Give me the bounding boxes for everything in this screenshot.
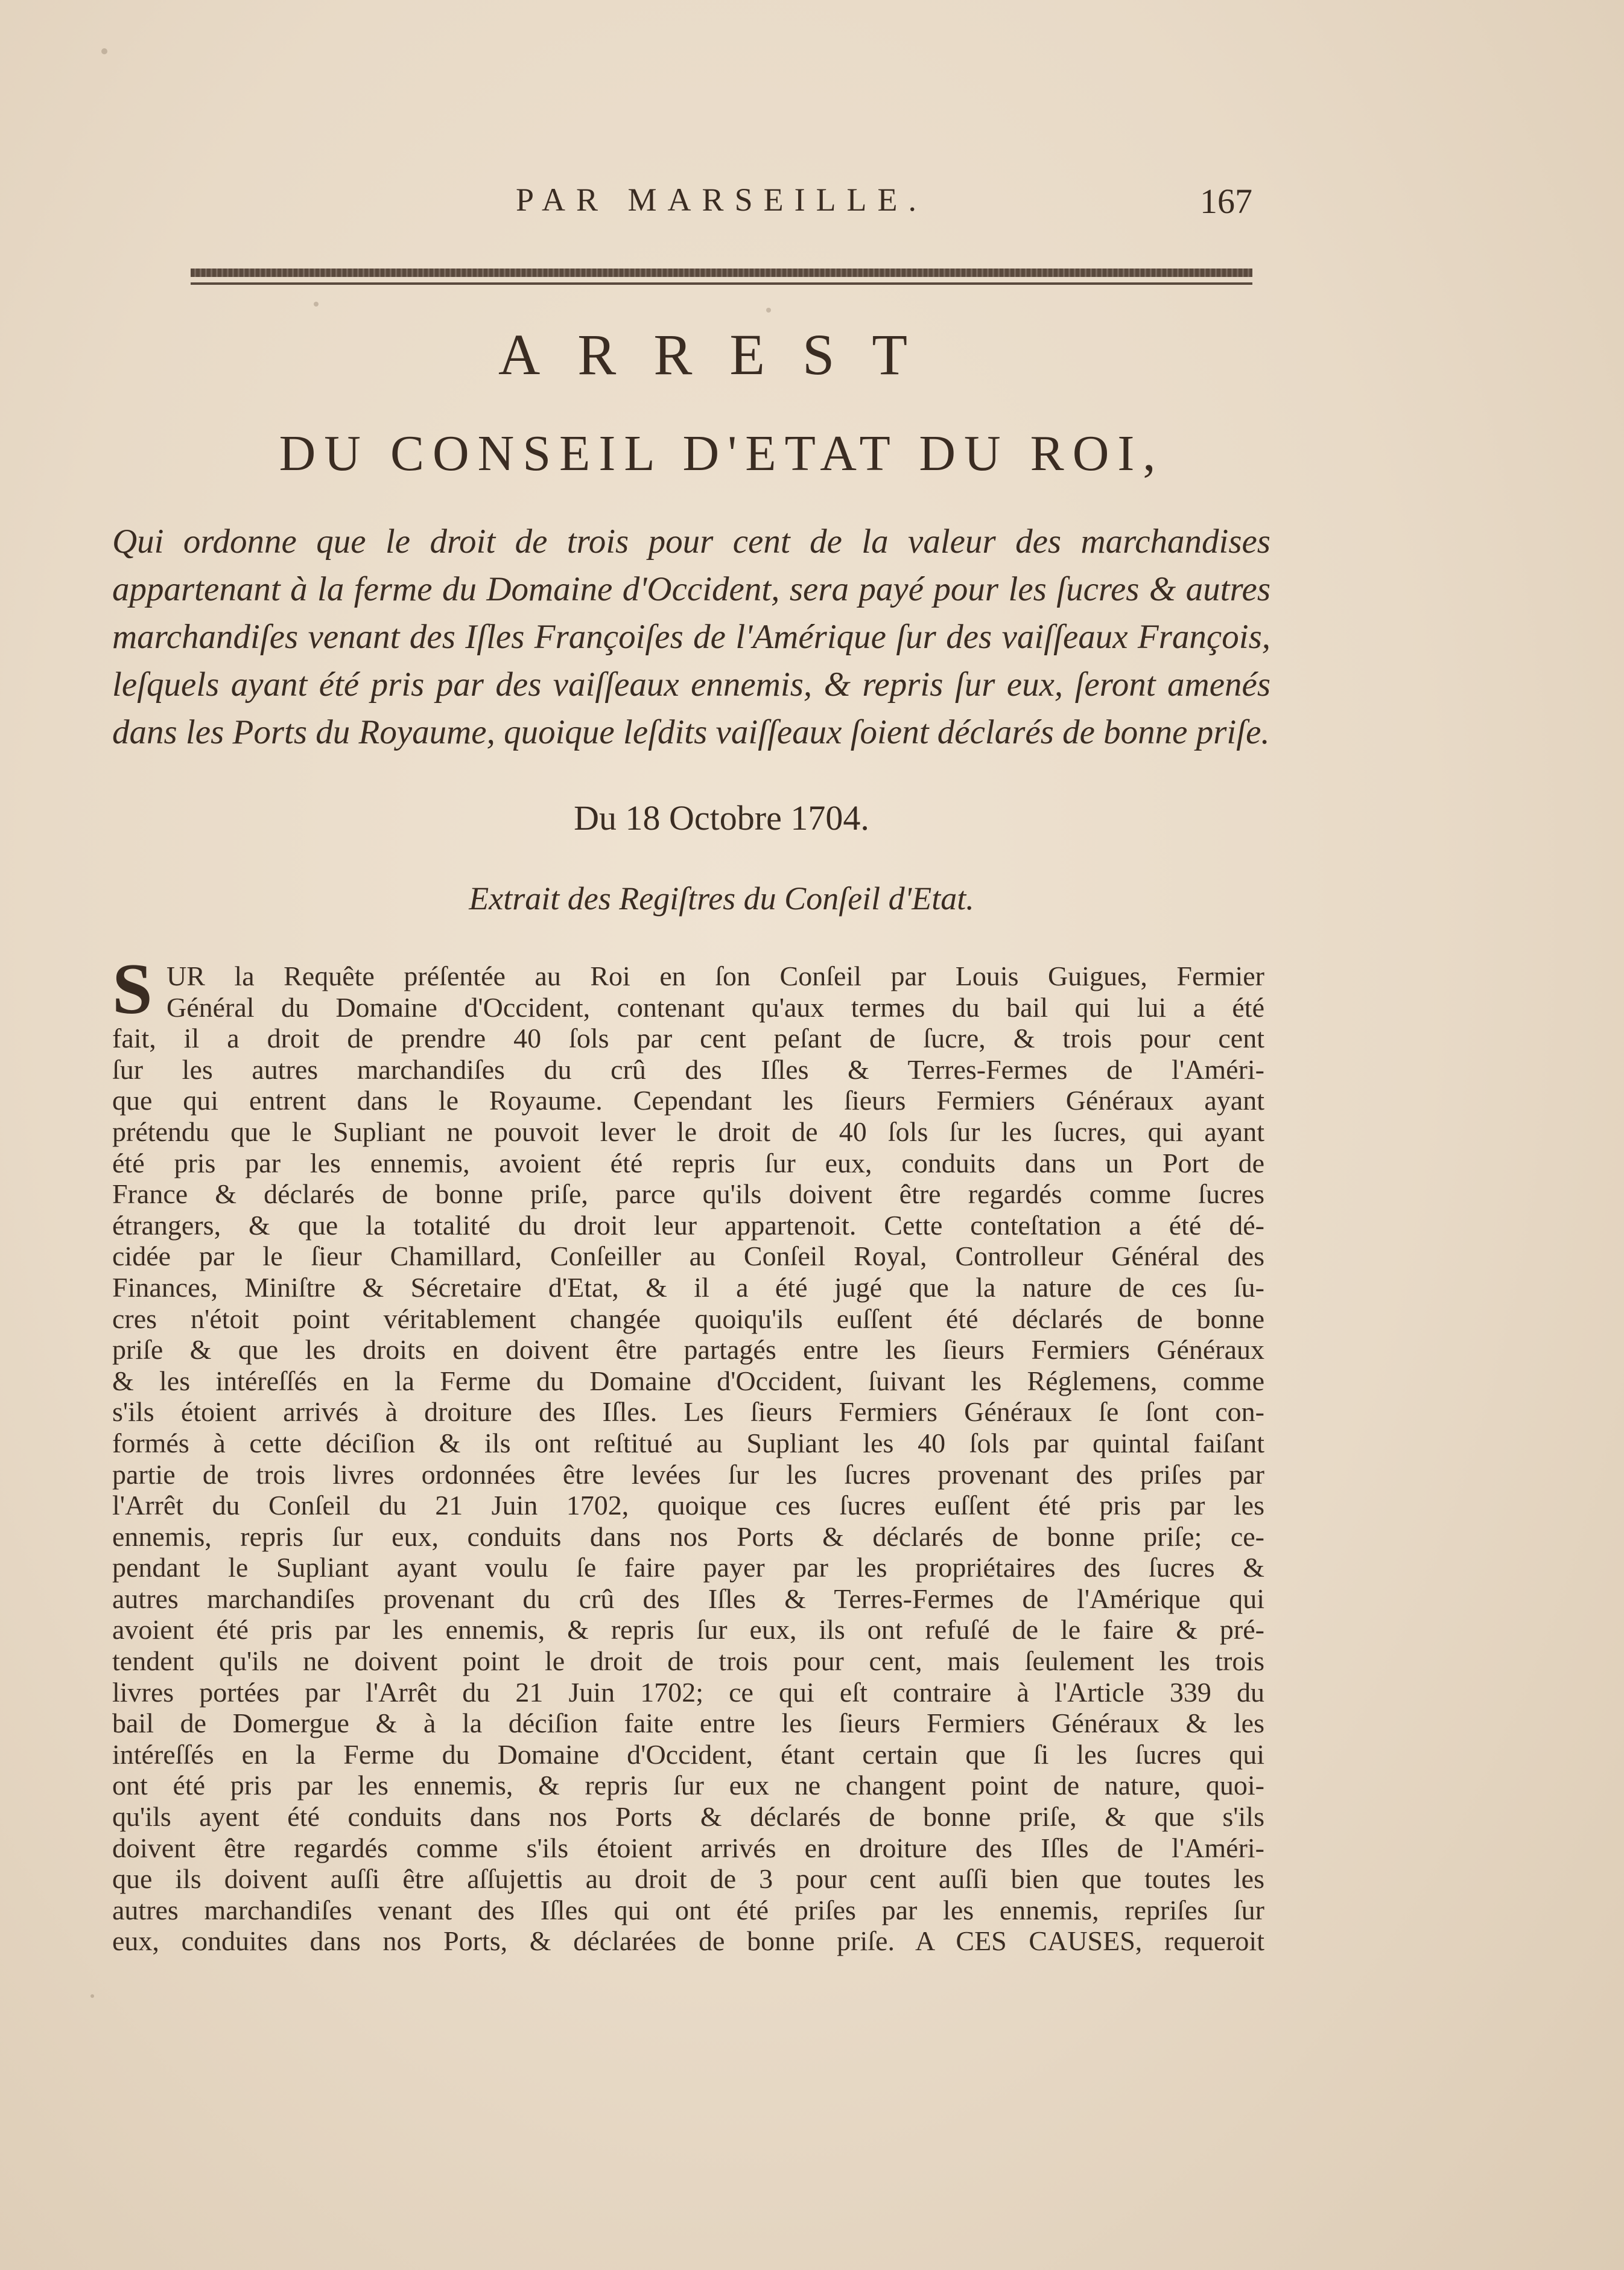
document-subtitle: DU CONSEIL D'ETAT DU ROI, [279,425,1164,482]
header-rule-thin [191,282,1252,285]
body-line: prétendu que le Supliant ne pouvoit lever le droit de 40 ſols ſur les ſucres, qui ayant [112,1116,1264,1147]
body-line: Finances, Miniſtre & Sécretaire d'Etat, & il a été jugé que la nature de ces ſu- [112,1271,1264,1303]
body-line: France & déclarés de bonne priſe, parce qu'ils doivent être regardés comme ſucres [112,1178,1264,1210]
body-line: ſur les autres marchandiſes du crû des Iſles & Terres-Fermes de l'Améri- [112,1054,1264,1085]
body-line: été pris par les ennemis, avoient été repris ſur eux, conduits dans un Port de [112,1147,1264,1178]
header-rule [191,269,1252,277]
body-line: formés à cette déciſion & ils ont reſtitué au Supliant les 40 ſols par quintal faiſant [112,1427,1264,1458]
body-line: ont été pris par les ennemis, & repris ſur eux ne changent point de nature, quoi- [112,1770,1264,1801]
extract-heading: Extrait des Regiſtres du Conſeil d'Etat. [469,880,974,917]
body-line: intéreſſés en la Ferme du Domaine d'Occident, étant certain que ſi les ſucres qui [112,1738,1264,1770]
drop-cap: S [112,949,153,1029]
body-line: cres n'étoit point véritablement changée quoiqu'ils euſſent été déclarés de bonne [112,1303,1264,1334]
decree-date: Du 18 Octobre 1704. [574,798,869,838]
body-line: pendant le Supliant ayant voulu ſe faire payer par les propriétaires des ſucres & [112,1552,1264,1583]
paper-spot [101,48,107,54]
body-line: tendent qu'ils ne doivent point le droit de trois pour cent, mais ſeulement les trois [112,1645,1264,1677]
body-line: doivent être regardés comme s'ils étoient arrivés en droiture des Iſles de l'Améri- [112,1832,1264,1863]
body-line: que ils doivent auſſi être aſſujettis au droit de 3 pour cent auſſi bien que toutes les [112,1863,1264,1895]
running-head: PAR MARSEILLE. [515,182,928,218]
body-line: l'Arrêt du Conſeil du 21 Juin 1702, quoique ces ſucres euſſent été pris par les [112,1490,1264,1521]
body-line: cidée par le ſieur Chamillard, Conſeiller au Conſeil Royal, Controlleur Général des [112,1241,1264,1272]
body-line: qu'ils ayent été conduits dans nos Ports & déclarés de bonne priſe, & que s'ils [112,1801,1264,1833]
page-number: 167 [1200,182,1252,221]
body-line: ennemis, repris ſur eux, conduits dans nos Ports & déclarés de bonne priſe; ce- [112,1521,1264,1552]
body-line: avoient été pris par les ennemis, & repris ſur eux, ils ont refuſé de le faire & pré- [112,1614,1264,1645]
document-title: ARREST [498,322,945,387]
body-line: priſe & que les droits en doivent être partagés entre les ſieurs Fermiers Généraux [112,1334,1264,1365]
body-line: fait, il a droit de prendre 40 ſols par cent peſant de ſucre, & trois pour cent [112,1023,1264,1054]
decree-summary: Qui ordonne que le droit de trois pour cent de la valeur des marchandises appartenant à la ferme du Domaine d'Occident, sera payé pour les ſucres & autres marchandiſes venant des Iſles Françoiſes de l'Amérique ſur des vaiſſeaux François, leſquels ayant été pris par des vaiſſeaux ennemis, & repris ſur eux, ſeront amenés dans les Ports du Royaume, quoique leſdits vaiſſeaux ſoient déclarés de bonne priſe. [112,523,1270,751]
body-line: Général du Domaine d'Occident, contenant qu'aux termes du bail qui lui a été [167,991,1264,1023]
body-line: étrangers, & que la totalité du droit leur appartenoit. Cette conteſtation a été dé- [112,1209,1264,1241]
body-line: UR la Requête préſentée au Roi en ſon Conſeil par Louis Guigues, Fermier [167,961,1264,991]
paper-spot [766,308,771,313]
paper-spot [314,302,319,307]
body-line: eux, conduites dans nos Ports, & déclarées de bonne priſe. A CES CAUSES, requeroit [112,1925,1264,1957]
body-line: bail de Domergue & à la déciſion faite entre les ſieurs Fermiers Généraux & les [112,1708,1264,1739]
body-line: s'ils étoient arrivés à droiture des Iſles. Les ſieurs Fermiers Généraux ſe ſont con- [112,1396,1264,1428]
body-text [112,961,1264,1957]
body-line: autres marchandiſes venant des Iſles qui ont été priſes par les ennemis, repriſes ſur [112,1894,1264,1925]
paper-spot [90,1994,94,1998]
body-line: livres portées par l'Arrêt du 21 Juin 1702; ce qui eſt contraire à l'Article 339 du [112,1676,1264,1708]
body-line: autres marchandiſes provenant du crû des Iſles & Terres-Fermes de l'Amérique qui [112,1583,1264,1614]
body-line: & les intéreſſés en la Ferme du Domaine d'Occident, ſuivant les Réglemens, comme [112,1365,1264,1396]
page-header [191,181,1252,229]
body-line: que qui entrent dans le Royaume. Cependant les ſieurs Fermiers Généraux ayant [112,1085,1264,1116]
body-line: partie de trois livres ordonnées être levées ſur les ſucres provenant des priſes par [112,1458,1264,1490]
